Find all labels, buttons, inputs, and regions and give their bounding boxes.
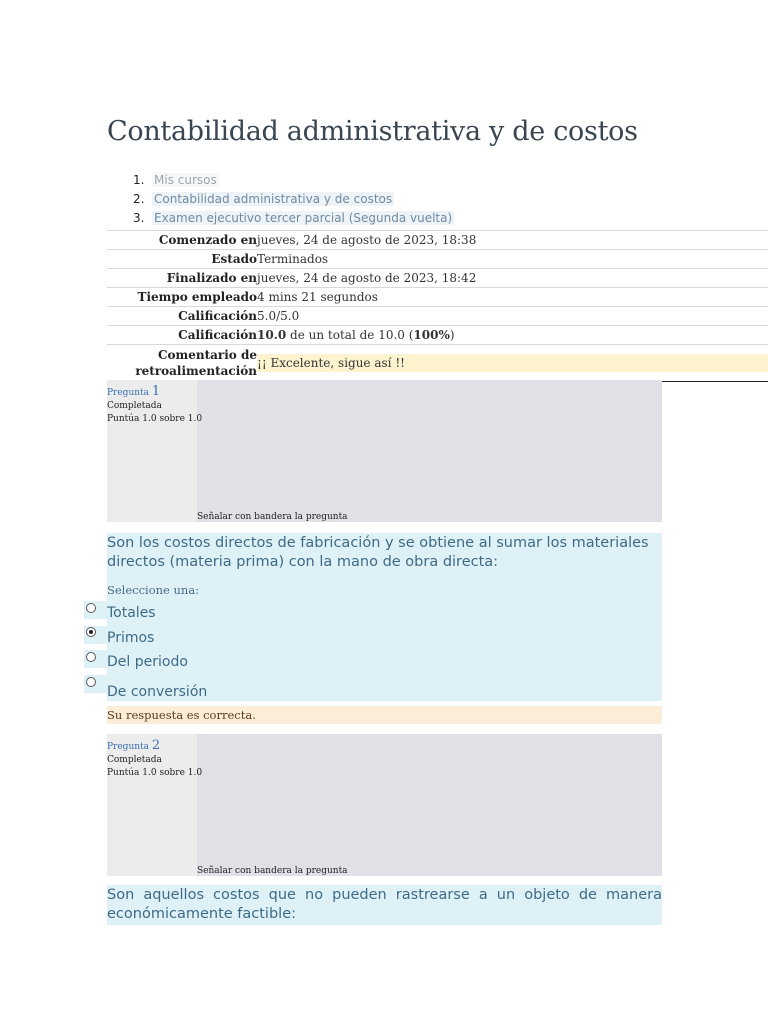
feedback-label-line2: retroalimentación [135, 364, 257, 378]
summary-label [107, 347, 257, 379]
grade-total-text: de un total de 10.0 ( [286, 328, 414, 342]
question-prefix: Pregunta [107, 388, 150, 398]
question-2-info [107, 734, 662, 876]
question-stem: Son los costos directos de fabricación y se obtiene al sumar los materiales directos (materia prima) con la mano de obra directa: [107, 535, 649, 570]
radio-button-de-conversion[interactable] [86, 677, 96, 687]
radio-button-totales[interactable] [86, 603, 96, 613]
answer-feedback: Su respuesta es correcta. [107, 706, 662, 724]
feedback-label-line1: Comentario de [157, 348, 257, 362]
flag-question-link[interactable]: Señalar con bandera la pregunta [197, 512, 348, 522]
breadcrumb-item [133, 209, 454, 228]
summary-value: 4 mins 21 segundos [257, 290, 378, 304]
breadcrumb-item [133, 171, 454, 190]
summary-row-marks [107, 306, 768, 325]
attempt-summary-table [107, 230, 768, 382]
answer-option-label[interactable]: De conversión [107, 684, 208, 700]
summary-label: Calificación [178, 309, 257, 323]
overall-feedback-text: ¡¡ Excelente, sigue así !! [257, 354, 768, 372]
summary-value: jueves, 24 de agosto de 2023, 18:38 [257, 233, 477, 247]
breadcrumb [133, 171, 454, 228]
answer-option-label[interactable]: Primos [107, 630, 155, 646]
summary-label: Calificación [178, 328, 257, 342]
question-number [107, 738, 160, 753]
answer-option-label[interactable]: Del periodo [107, 654, 188, 670]
breadcrumb-number: 1. [133, 173, 145, 187]
breadcrumb-link-exam[interactable]: Examen ejecutivo tercer parcial (Segunda vuelta) [154, 211, 453, 225]
radio-button-primos[interactable] [86, 627, 96, 637]
radio-button-del-periodo[interactable] [86, 652, 96, 662]
summary-label: Comenzado en [158, 233, 257, 247]
summary-row-state [107, 249, 768, 268]
question-1-info [107, 380, 662, 522]
page-title: Contabilidad administrativa y de costos [107, 116, 638, 147]
question-2-content [107, 885, 662, 925]
summary-row-finished [107, 268, 768, 287]
question-prefix: Pregunta [107, 742, 150, 752]
summary-label: Tiempo empleado [137, 290, 257, 304]
summary-value: 5.0/5.0 [257, 309, 300, 323]
summary-label: Finalizado en [166, 271, 257, 285]
answer-prompt: Seleccione una: [107, 583, 200, 597]
question-number [107, 384, 160, 399]
question-grade: Puntúa 1.0 sobre 1.0 [107, 414, 203, 424]
question-stem: Son aquellos costos que no pueden rastrearse a un objeto de manera económicamente factible: [107, 887, 662, 922]
summary-label: Estado [211, 252, 257, 266]
question-1-content [107, 533, 662, 701]
summary-value: jueves, 24 de agosto de 2023, 18:42 [257, 271, 477, 285]
grade-score: 10.0 [257, 328, 287, 342]
summary-row-time [107, 287, 768, 306]
flag-question-link[interactable]: Señalar con bandera la pregunta [197, 866, 348, 876]
grade-close-paren: ) [449, 328, 455, 342]
summary-row-started [107, 230, 768, 249]
grade-percent: 100% [413, 328, 450, 342]
breadcrumb-number: 2. [133, 192, 145, 206]
question-grade: Puntúa 1.0 sobre 1.0 [107, 768, 203, 778]
breadcrumb-item [133, 190, 454, 209]
question-state: Completada [107, 755, 162, 765]
summary-value: Terminados [257, 252, 329, 266]
summary-row-grade [107, 325, 768, 344]
summary-row-feedback [107, 344, 768, 382]
breadcrumb-link-mis-cursos[interactable]: Mis cursos [154, 173, 217, 187]
summary-value [257, 328, 768, 342]
question-number-value: 1 [151, 384, 161, 399]
question-number-value: 2 [151, 738, 161, 753]
answer-option-label[interactable]: Totales [107, 605, 156, 621]
breadcrumb-link-course[interactable]: Contabilidad administrativa y de costos [154, 192, 393, 206]
breadcrumb-number: 3. [133, 211, 145, 225]
question-state: Completada [107, 401, 162, 411]
